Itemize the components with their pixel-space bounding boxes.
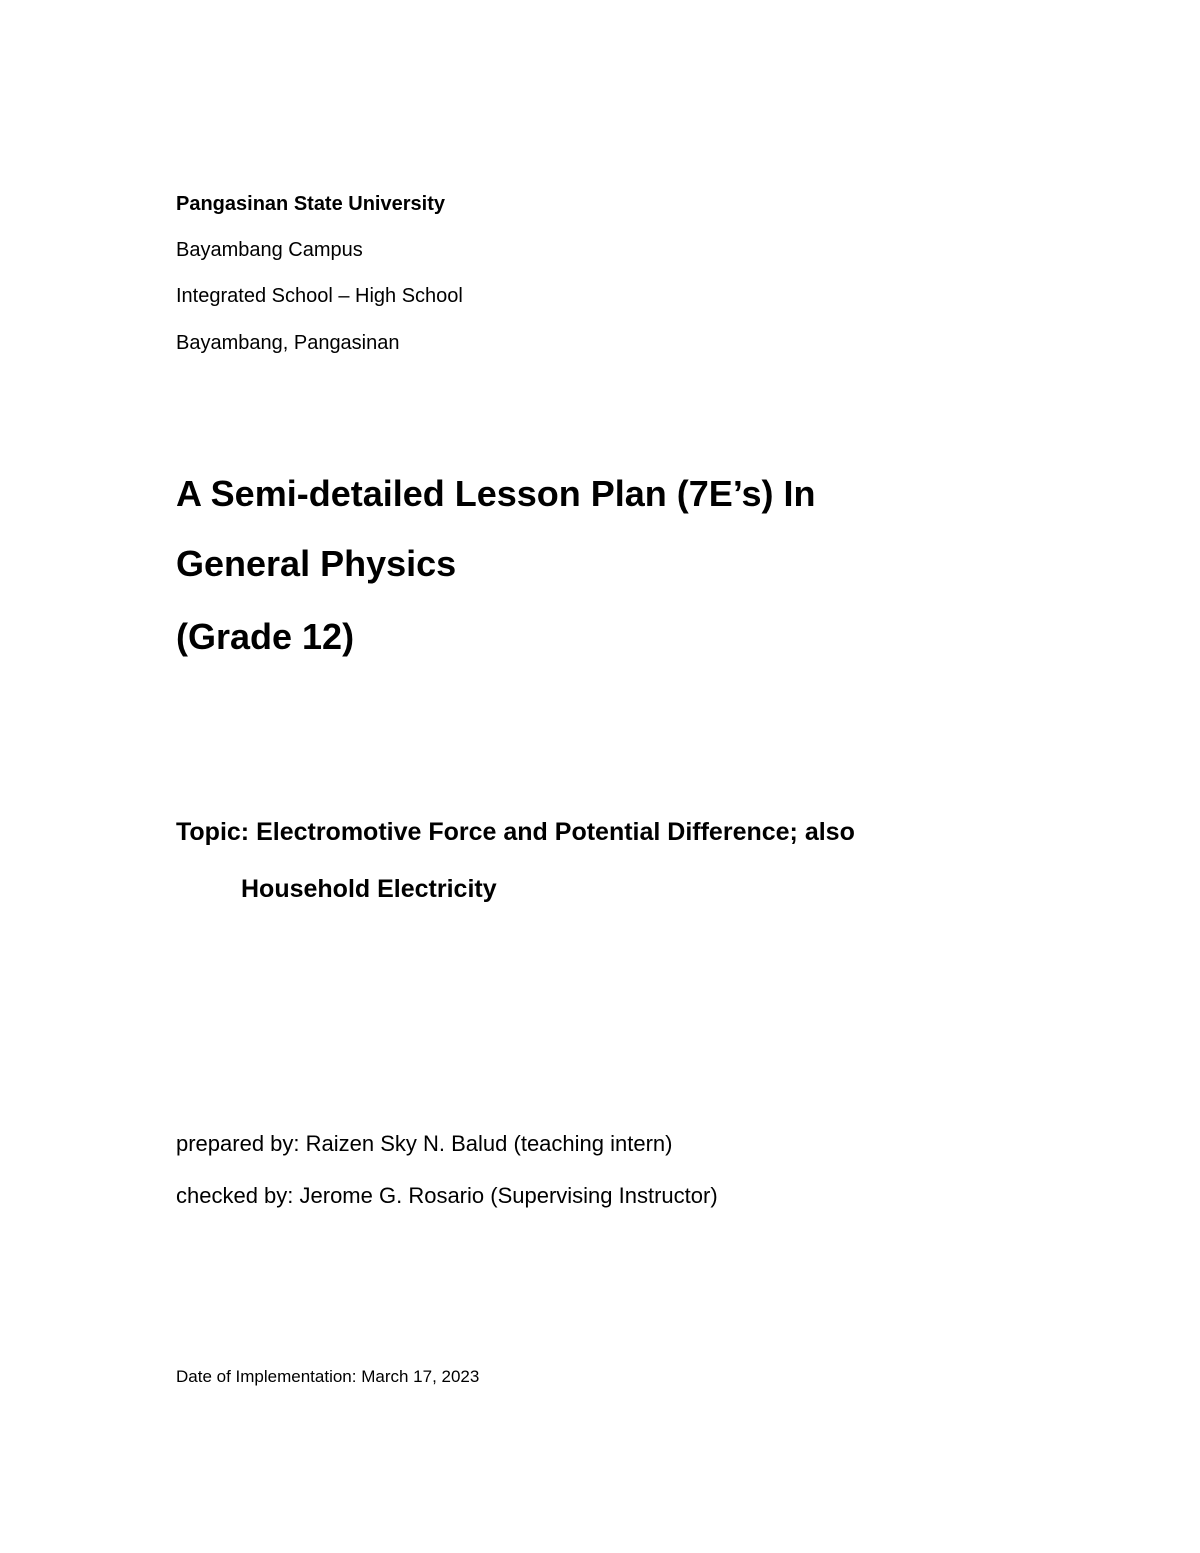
topic-continuation: Household Electricity [241,875,497,903]
campus-name: Bayambang Campus [176,239,363,261]
grade-level: (Grade 12) [176,616,355,657]
school-name: Integrated School – High School [176,285,463,307]
topic-heading: Topic: Electromotive Force and Potential Difference; also [176,818,855,846]
prepared-by: prepared by: Raizen Sky N. Balud (teaching intern) [176,1131,673,1156]
checked-by: checked by: Jerome G. Rosario (Supervising Instructor) [176,1183,718,1208]
implementation-date: Date of Implementation: March 17, 2023 [176,1367,480,1386]
school-location: Bayambang, Pangasinan [176,332,400,354]
university-name: Pangasinan State University [176,193,445,215]
subject-title: General Physics [176,543,457,584]
lesson-plan-title: A Semi-detailed Lesson Plan (7E’s) In [176,473,816,514]
